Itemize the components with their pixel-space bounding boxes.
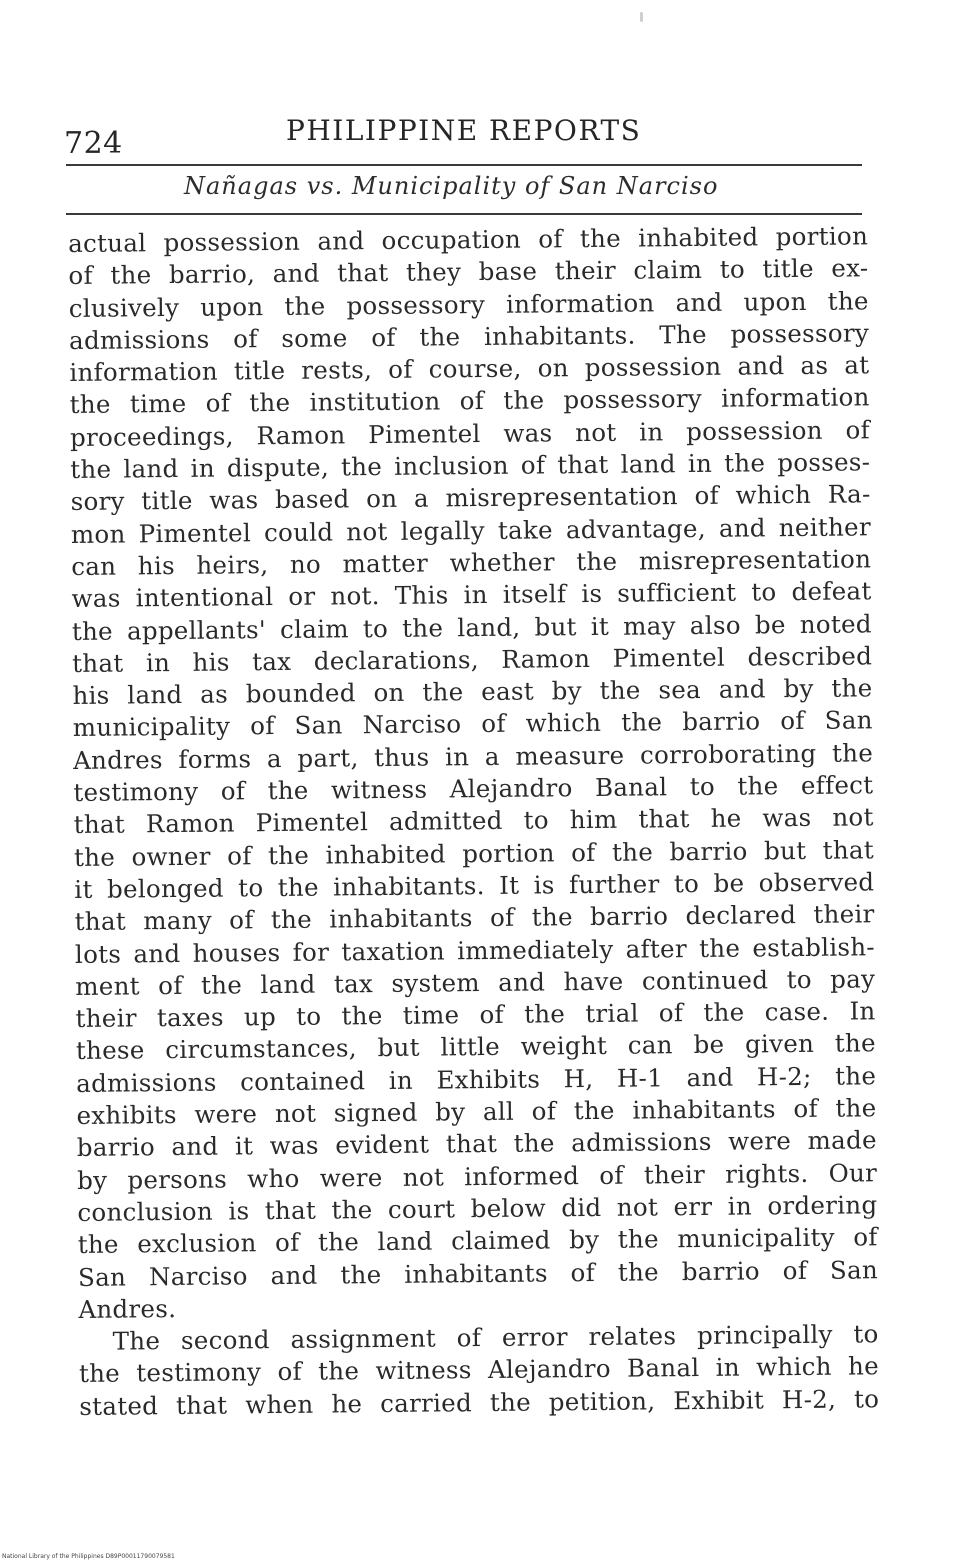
text-line: actual possession and occupation of the inhabited portion [68, 221, 869, 258]
text-line: exhibits were not signed by all of the inhabitants of the [76, 1093, 877, 1130]
text-line: conclusion is that the court below did not err in ordering [77, 1190, 878, 1227]
text-line: municipality of San Narciso of which the barrio of San [72, 705, 873, 743]
body-text [68, 220, 879, 1423]
text-line: was intentional or not. This in itself is sufficient to defeat [71, 576, 872, 614]
text-line: can his heirs, no matter whether the misrepresentation [71, 544, 872, 581]
text-line: testimony of the witness Alejandro Banal to the effect [73, 770, 874, 808]
text-line: Andres forms a part, thus in a measure corroborating the [72, 738, 874, 775]
text-line: sory title was based on a misrepresentation of which Ra- [70, 479, 871, 517]
text-line: the testimony of the witness Alejandro Banal in which he [78, 1351, 880, 1389]
text-line: that many of the inhabitants of the barrio declared their [74, 899, 875, 937]
running-head: PHILIPPINE REPORTS [286, 114, 642, 147]
header-rule-top [66, 164, 862, 166]
text-line: it belonged to the inhabitants. It is further to be observed [74, 867, 875, 904]
text-line: clusively upon the possessory information and upon the [68, 285, 869, 323]
text-line: proceedings, Ramon Pimentel was not in possession of [69, 415, 871, 452]
text-line: lots and houses for taxation immediately after the establish- [74, 931, 876, 969]
text-line: these circumstances, but little weight can be given the [75, 1028, 877, 1066]
text-line: stated that when he carried the petition, Exhibit H-2, to [79, 1383, 880, 1421]
text-line: San Narciso and the inhabitants of the barrio of San [77, 1254, 879, 1292]
text-line: admissions contained in Exhibits H, H-1 and H-2; the [76, 1061, 877, 1098]
page-number: 724 [64, 126, 123, 161]
text-line: mon Pimentel could not legally take advantage, and neither [70, 511, 872, 549]
text-line: the owner of the inhabited portion of the barrio but that [73, 834, 875, 872]
text-line: their taxes up to the time of the trial of the case. In [75, 996, 876, 1034]
text-line: that Ramon Pimentel admitted to him that he was not [73, 802, 874, 840]
text-line: his land as bounded on the east by the sea and by the [72, 673, 873, 711]
text-line: the exclusion of the land claimed by the municipality of [77, 1222, 878, 1260]
case-title: Nañagas vs. Municipality of San Narciso [184, 172, 719, 200]
scan-credit: National Library of the Philippines D89P00011790079581 [2, 1553, 175, 1560]
text-line: the appellants' claim to the land, but it may also be noted [71, 608, 872, 646]
text-line: the land in dispute, the inclusion of that land in the posses- [70, 447, 871, 485]
header-rule-bottom [66, 213, 862, 215]
text-line: the time of the institution of the possessory information [69, 382, 870, 420]
text-line: information title rests, of course, on possession and as at [69, 350, 870, 388]
text-line: by persons who were not informed of their rights. Our [77, 1157, 878, 1195]
text-line: of the barrio, and that they base their claim to title ex- [68, 253, 869, 291]
text-line: that in his tax declarations, Ramon Pimentel described [72, 641, 873, 678]
scan-speck [640, 12, 643, 22]
text-line: barrio and it was evident that the admissions were made [76, 1125, 877, 1163]
text-line: ment of the land tax system and have continued to pay [75, 964, 876, 1001]
text-line: The second assignment of error relates principally to [112, 1319, 879, 1356]
text-line: admissions of some of the inhabitants. The possessory [68, 318, 870, 355]
text-line: Andres. [78, 1293, 177, 1324]
